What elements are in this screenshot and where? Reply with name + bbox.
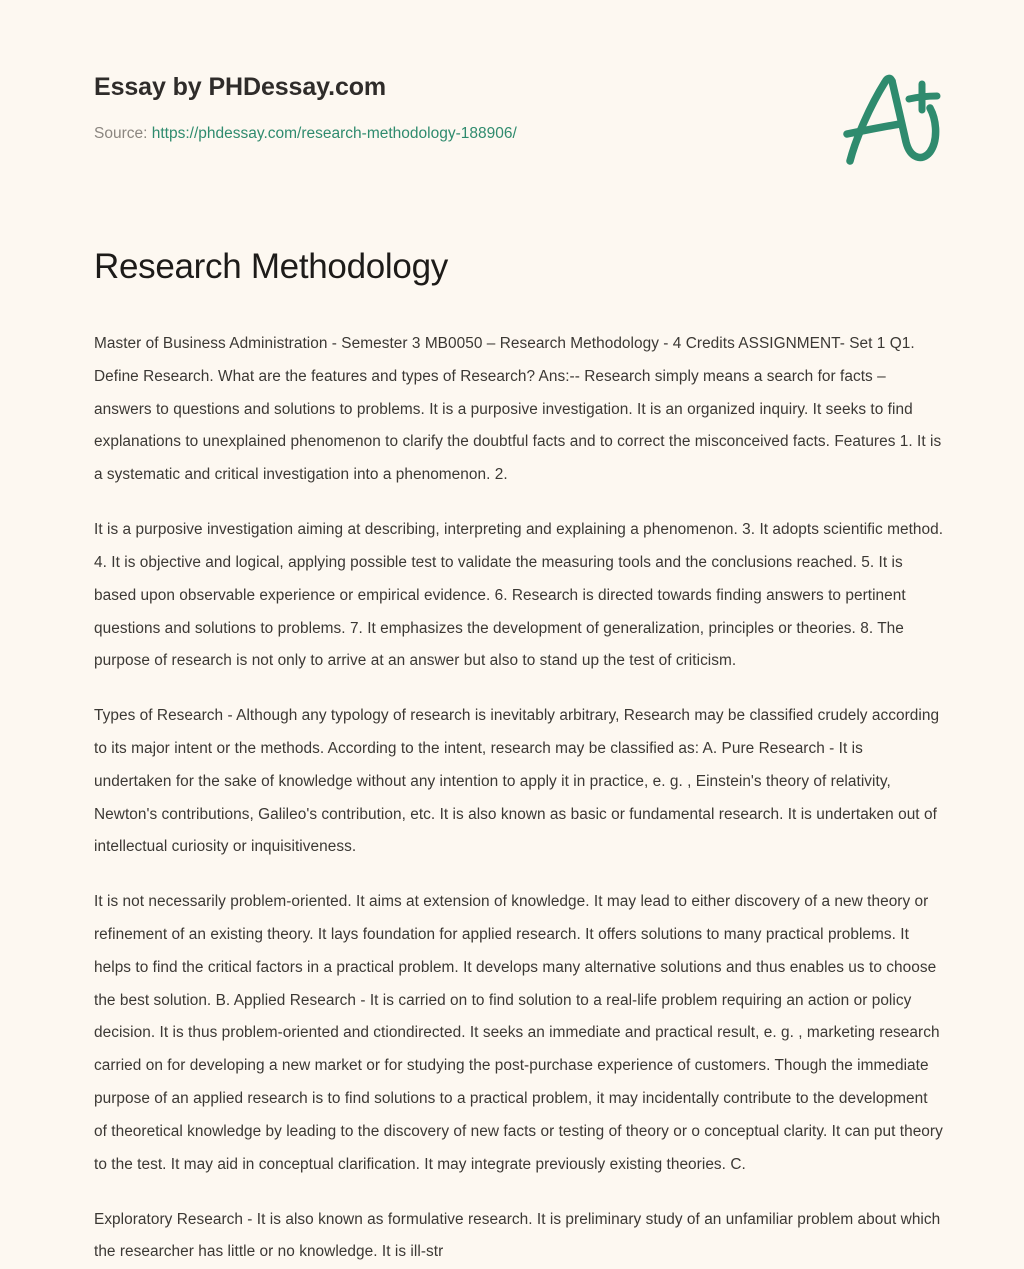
page-header — [94, 72, 944, 184]
essay-paragraph: It is a purposive investigation aiming at describing, interpreting and explaining a phenomenon. 3. It adopts scientific method. 4. It is objective and logical, applying possible test to validate the measuring tools and the conclusions reached. 5. It is based upon observable experience or empirical evidence. 6. Research is directed towards finding answers to pertinent questions and solutions to problems. 7. It emphasizes the development of generalization, principles or theories. 8. The purpose of research is not only to arrive at an answer but also to stand up the test of criticism. — [94, 514, 944, 678]
essay-body — [94, 328, 944, 1269]
aplus-logo-icon — [830, 66, 950, 176]
page-title: Research Methodology — [94, 246, 944, 288]
source-line — [94, 124, 944, 144]
source-url-link[interactable]: https://phdessay.com/research-methodology-188906/ — [152, 125, 517, 142]
essay-paragraph: Master of Business Administration - Semester 3 MB0050 – Research Methodology - 4 Credits ASSIGNMENT- Set 1 Q1. Define Research. What are the features and types of Research? Ans:-- Research simply means a search for facts – answers to questions and solutions to problems. It is a purposive investigation. It is an organized inquiry. It seeks to find explanations to unexplained phenomenon to clarify the doubtful facts and to correct the misconceived facts. Features 1. It is a systematic and critical investigation into a phenomenon. 2. — [94, 328, 944, 492]
essay-paragraph: Types of Research - Although any typology of research is inevitably arbitrary, Research may be classified crudely according to its major intent or the methods. According to the intent, research may be classified as: A. Pure Research - It is undertaken for the sake of knowledge without any intention to apply it in practice, e. g. , Einstein's theory of relativity, Newton's contributions, Galileo's contribution, etc. It is also known as basic or fundamental research. It is undertaken out of intellectual curiosity or inquisitiveness. — [94, 700, 944, 864]
brand-title: Essay by PHDessay.com — [94, 72, 944, 102]
source-label: Source: — [94, 125, 147, 142]
essay-paragraph: It is not necessarily problem-oriented. It aims at extension of knowledge. It may lead to either discovery of a new theory or refinement of an existing theory. It lays foundation for applied research. It offers solutions to many practical problems. It helps to find the critical factors in a practical problem. It develops many alternative solutions and thus enables us to choose the best solution. B. Applied Research - It is carried on to find solution to a real-life problem requiring an action or policy decision. It is thus problem-oriented and ctiondirected. It seeks an immediate and practical result, e. g. , marketing research carried on for developing a new market or for studying the post-purchase experience of customers. Though the immediate purpose of an applied research is to find solutions to a practical problem, it may incidentally contribute to the development of theoretical knowledge by leading to the discovery of new facts or testing of theory or o conceptual clarity. It can put theory to the test. It may aid in conceptual clarification. It may integrate previously existing theories. C. — [94, 886, 944, 1181]
essay-paragraph: Exploratory Research - It is also known as formulative research. It is preliminary study of an unfamiliar problem about which the researcher has little or no knowledge. It is ill-str — [94, 1204, 944, 1269]
